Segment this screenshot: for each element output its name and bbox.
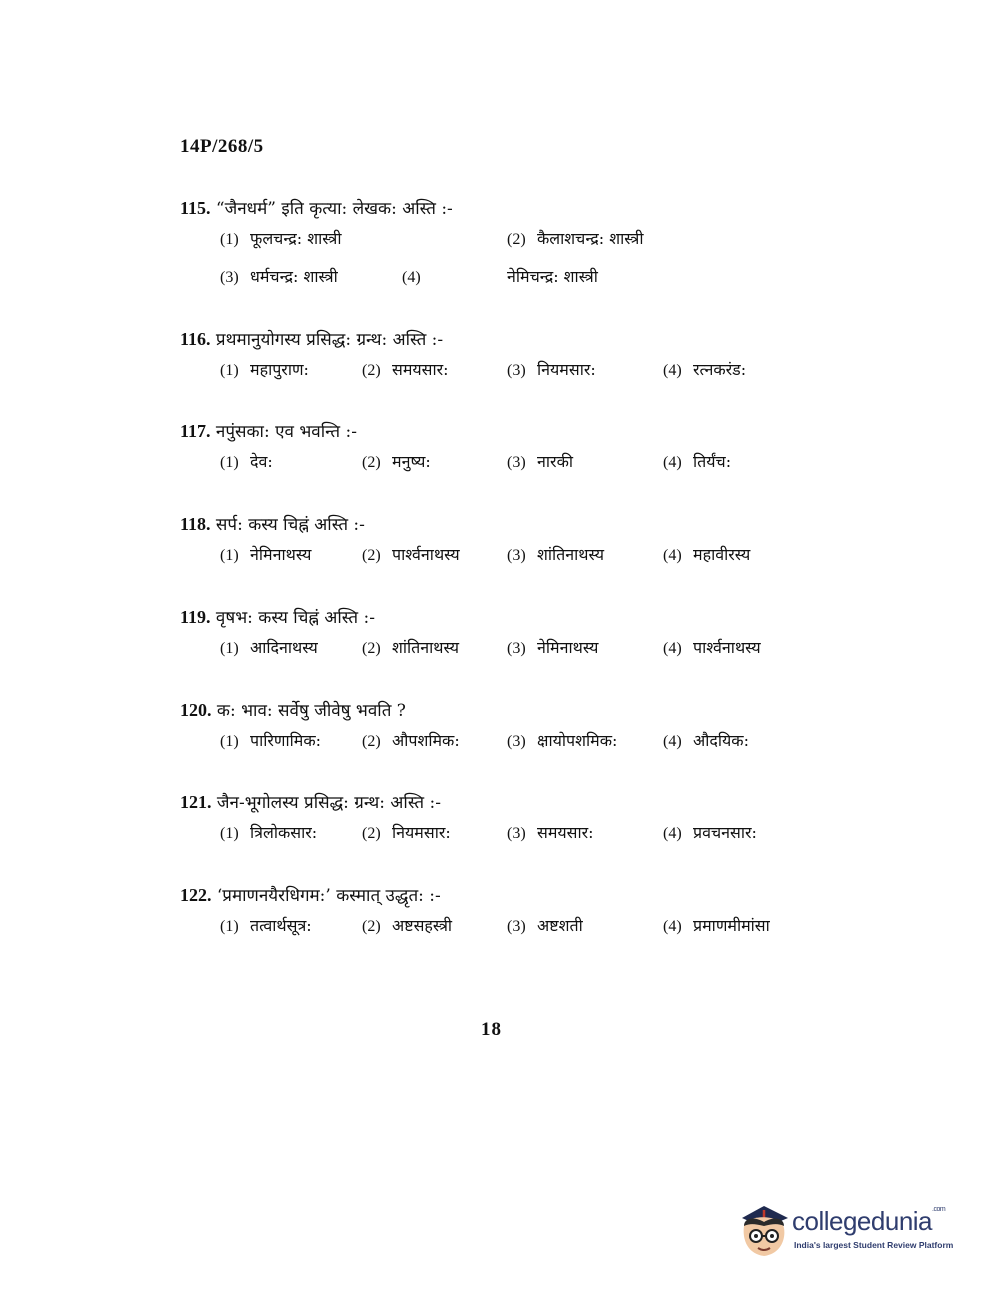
option-2: (2) नियमसार: (362, 823, 451, 842)
option-text: समयसार: (537, 823, 594, 842)
question-115 (180, 197, 820, 303)
option-3: (3) नारकी (507, 452, 574, 471)
question-text: नपुंसका: एव भवन्ति :- (215, 422, 357, 442)
collegedunia-watermark (734, 1196, 964, 1266)
option-text: नेमिनाथस्य (537, 638, 599, 657)
question-stem (180, 420, 820, 444)
option-number: (3) (220, 269, 239, 286)
option-3 (220, 265, 338, 290)
question-stem (180, 884, 820, 908)
option-text: आदिनाथस्य (250, 638, 318, 657)
question-120 (180, 699, 820, 767)
option-text: क्षायोपशमिक: (537, 731, 618, 750)
option-row (220, 914, 820, 952)
option-row (220, 543, 820, 581)
option-text: नेमिनाथस्य (250, 545, 312, 564)
option-1: (1) तत्वार्थसूत्र: (220, 916, 312, 935)
question-stem (180, 328, 820, 352)
option-text: नेमिचन्द्र: शास्त्री (507, 267, 598, 286)
option-2: (2) पार्श्वनाथस्य (362, 545, 460, 564)
question-stem (180, 513, 820, 537)
option-1: (1) नेमिनाथस्य (220, 545, 312, 564)
option-number: (2) (507, 231, 526, 248)
option-text: मनुष्य: (392, 452, 431, 471)
option-row (220, 227, 820, 265)
option-4: (4) औदयिक: (663, 731, 749, 750)
option-text: नारकी (537, 452, 574, 471)
question-text: वृषभ: कस्य चिह्नं अस्ति :- (215, 608, 375, 628)
option-text: प्रवचनसार: (693, 823, 757, 842)
question-119 (180, 606, 820, 674)
option-text: पारिणामिक: (250, 731, 322, 750)
option-4: (4) प्रवचनसार: (663, 823, 757, 842)
question-stem (180, 699, 820, 723)
option-1: (1) महापुराण: (220, 360, 309, 379)
option-text: प्रमाणमीमांसा (693, 916, 770, 935)
option-text: नियमसार: (537, 360, 596, 379)
option-2: (2) मनुष्य: (362, 452, 431, 471)
option-1 (220, 227, 342, 252)
option-text: तत्वार्थसूत्र: (250, 916, 312, 935)
question-121 (180, 791, 820, 859)
option-text: पार्श्वनाथस्य (693, 638, 761, 657)
question-117 (180, 420, 820, 488)
question-text: प्रथमानुयोगस्य प्रसिद्ध: ग्रन्थ: अस्ति :- (215, 330, 444, 350)
question-number: 117. (180, 421, 211, 441)
option-2 (507, 227, 643, 252)
option-text: रत्नकरंड: (693, 360, 747, 379)
option-text: फूलचन्द्र: शास्त्री (250, 229, 342, 248)
option-3: (3) नेमिनाथस्य (507, 638, 599, 657)
question-number: 116. (180, 329, 211, 349)
question-stem (180, 606, 820, 630)
option-3: (3) नियमसार: (507, 360, 596, 379)
question-116 (180, 328, 820, 396)
option-text: अष्टसहस्त्री (392, 916, 453, 935)
question-text: ‘प्रमाणनयैरधिगम:’ कस्मात् उद्धृत: :- (216, 886, 441, 906)
brand-name: collegedunia$^{.com}$ (792, 1206, 946, 1236)
question-stem (180, 791, 820, 815)
option-text: त्रिलोकसार: (250, 823, 318, 842)
option-2: (2) औपशमिक: (362, 731, 460, 750)
question-stem (180, 197, 820, 221)
option-row (220, 636, 820, 674)
question-text: जैन-भूगोलस्य प्रसिद्ध: ग्रन्थ: अस्ति :- (216, 793, 441, 813)
option-4-number: (4) (402, 269, 421, 286)
option-4: (4) तिर्यंच: (663, 452, 732, 471)
question-number: 122. (180, 885, 212, 905)
option-text: महापुराण: (250, 360, 309, 379)
option-row (220, 450, 820, 488)
option-1: (1) पारिणामिक: (220, 731, 322, 750)
option-text: धर्मचन्द्र: शास्त्री (250, 267, 338, 286)
option-4: (4) प्रमाणमीमांसा (663, 916, 770, 935)
option-text: शांतिनाथस्य (537, 545, 605, 564)
question-number: 115. (180, 198, 211, 218)
brand-tagline: India's largest Student Review Platform (794, 1240, 954, 1250)
option-text: देव: (250, 452, 273, 471)
option-1: (1) त्रिलोकसार: (220, 823, 318, 842)
mascot-logo-icon (734, 1196, 794, 1266)
option-text: तिर्यंच: (693, 452, 732, 471)
option-3: (3) समयसार: (507, 823, 594, 842)
option-text: महावीरस्य (693, 545, 751, 564)
option-row (220, 265, 820, 303)
option-text: कैलाशचन्द्र: शास्त्री (537, 229, 644, 248)
question-number: 120. (180, 700, 212, 720)
question-122 (180, 884, 820, 952)
option-3: (3) शांतिनाथस्य (507, 545, 605, 564)
page-number: 18 (481, 1019, 502, 1040)
question-118 (180, 513, 820, 581)
option-row (220, 821, 820, 859)
paper-code: 14P/268/5 (180, 136, 264, 157)
question-number: 121. (180, 792, 212, 812)
question-number: 119. (180, 607, 211, 627)
option-text: पार्श्वनाथस्य (392, 545, 460, 564)
option-text: नियमसार: (392, 823, 451, 842)
question-text: क: भाव: सर्वेषु जीवेषु भवति ? (216, 701, 406, 721)
option-1: (1) देव: (220, 452, 273, 471)
option-text: समयसार: (392, 360, 449, 379)
option-2: (2) समयसार: (362, 360, 449, 379)
option-2: (2) शांतिनाथस्य (362, 638, 460, 657)
option-text: शांतिनाथस्य (392, 638, 460, 657)
option-1: (1) आदिनाथस्य (220, 638, 318, 657)
option-row (220, 358, 820, 396)
option-2: (2) अष्टसहस्त्री (362, 916, 453, 935)
option-3: (3) क्षायोपशमिक: (507, 731, 618, 750)
option-4: (4) पार्श्वनाथस्य (663, 638, 761, 657)
option-text: औदयिक: (693, 731, 749, 750)
option-row (220, 729, 820, 767)
question-text: सर्प: कस्य चिह्नं अस्ति :- (215, 515, 365, 535)
option-4: (4) रत्नकरंड: (663, 360, 747, 379)
option-text: औपशमिक: (392, 731, 460, 750)
option-3: (3) अष्टशती (507, 916, 583, 935)
brand-domain: .com (932, 1206, 946, 1213)
question-number: 118. (180, 514, 211, 534)
question-text: “जैनधर्म” इति कृत्या: लेखक: अस्ति :- (215, 199, 453, 219)
option-text: अष्टशती (537, 916, 583, 935)
option-number: (1) (220, 231, 239, 248)
option-4 (507, 265, 598, 289)
option-4: (4) महावीरस्य (663, 545, 751, 564)
